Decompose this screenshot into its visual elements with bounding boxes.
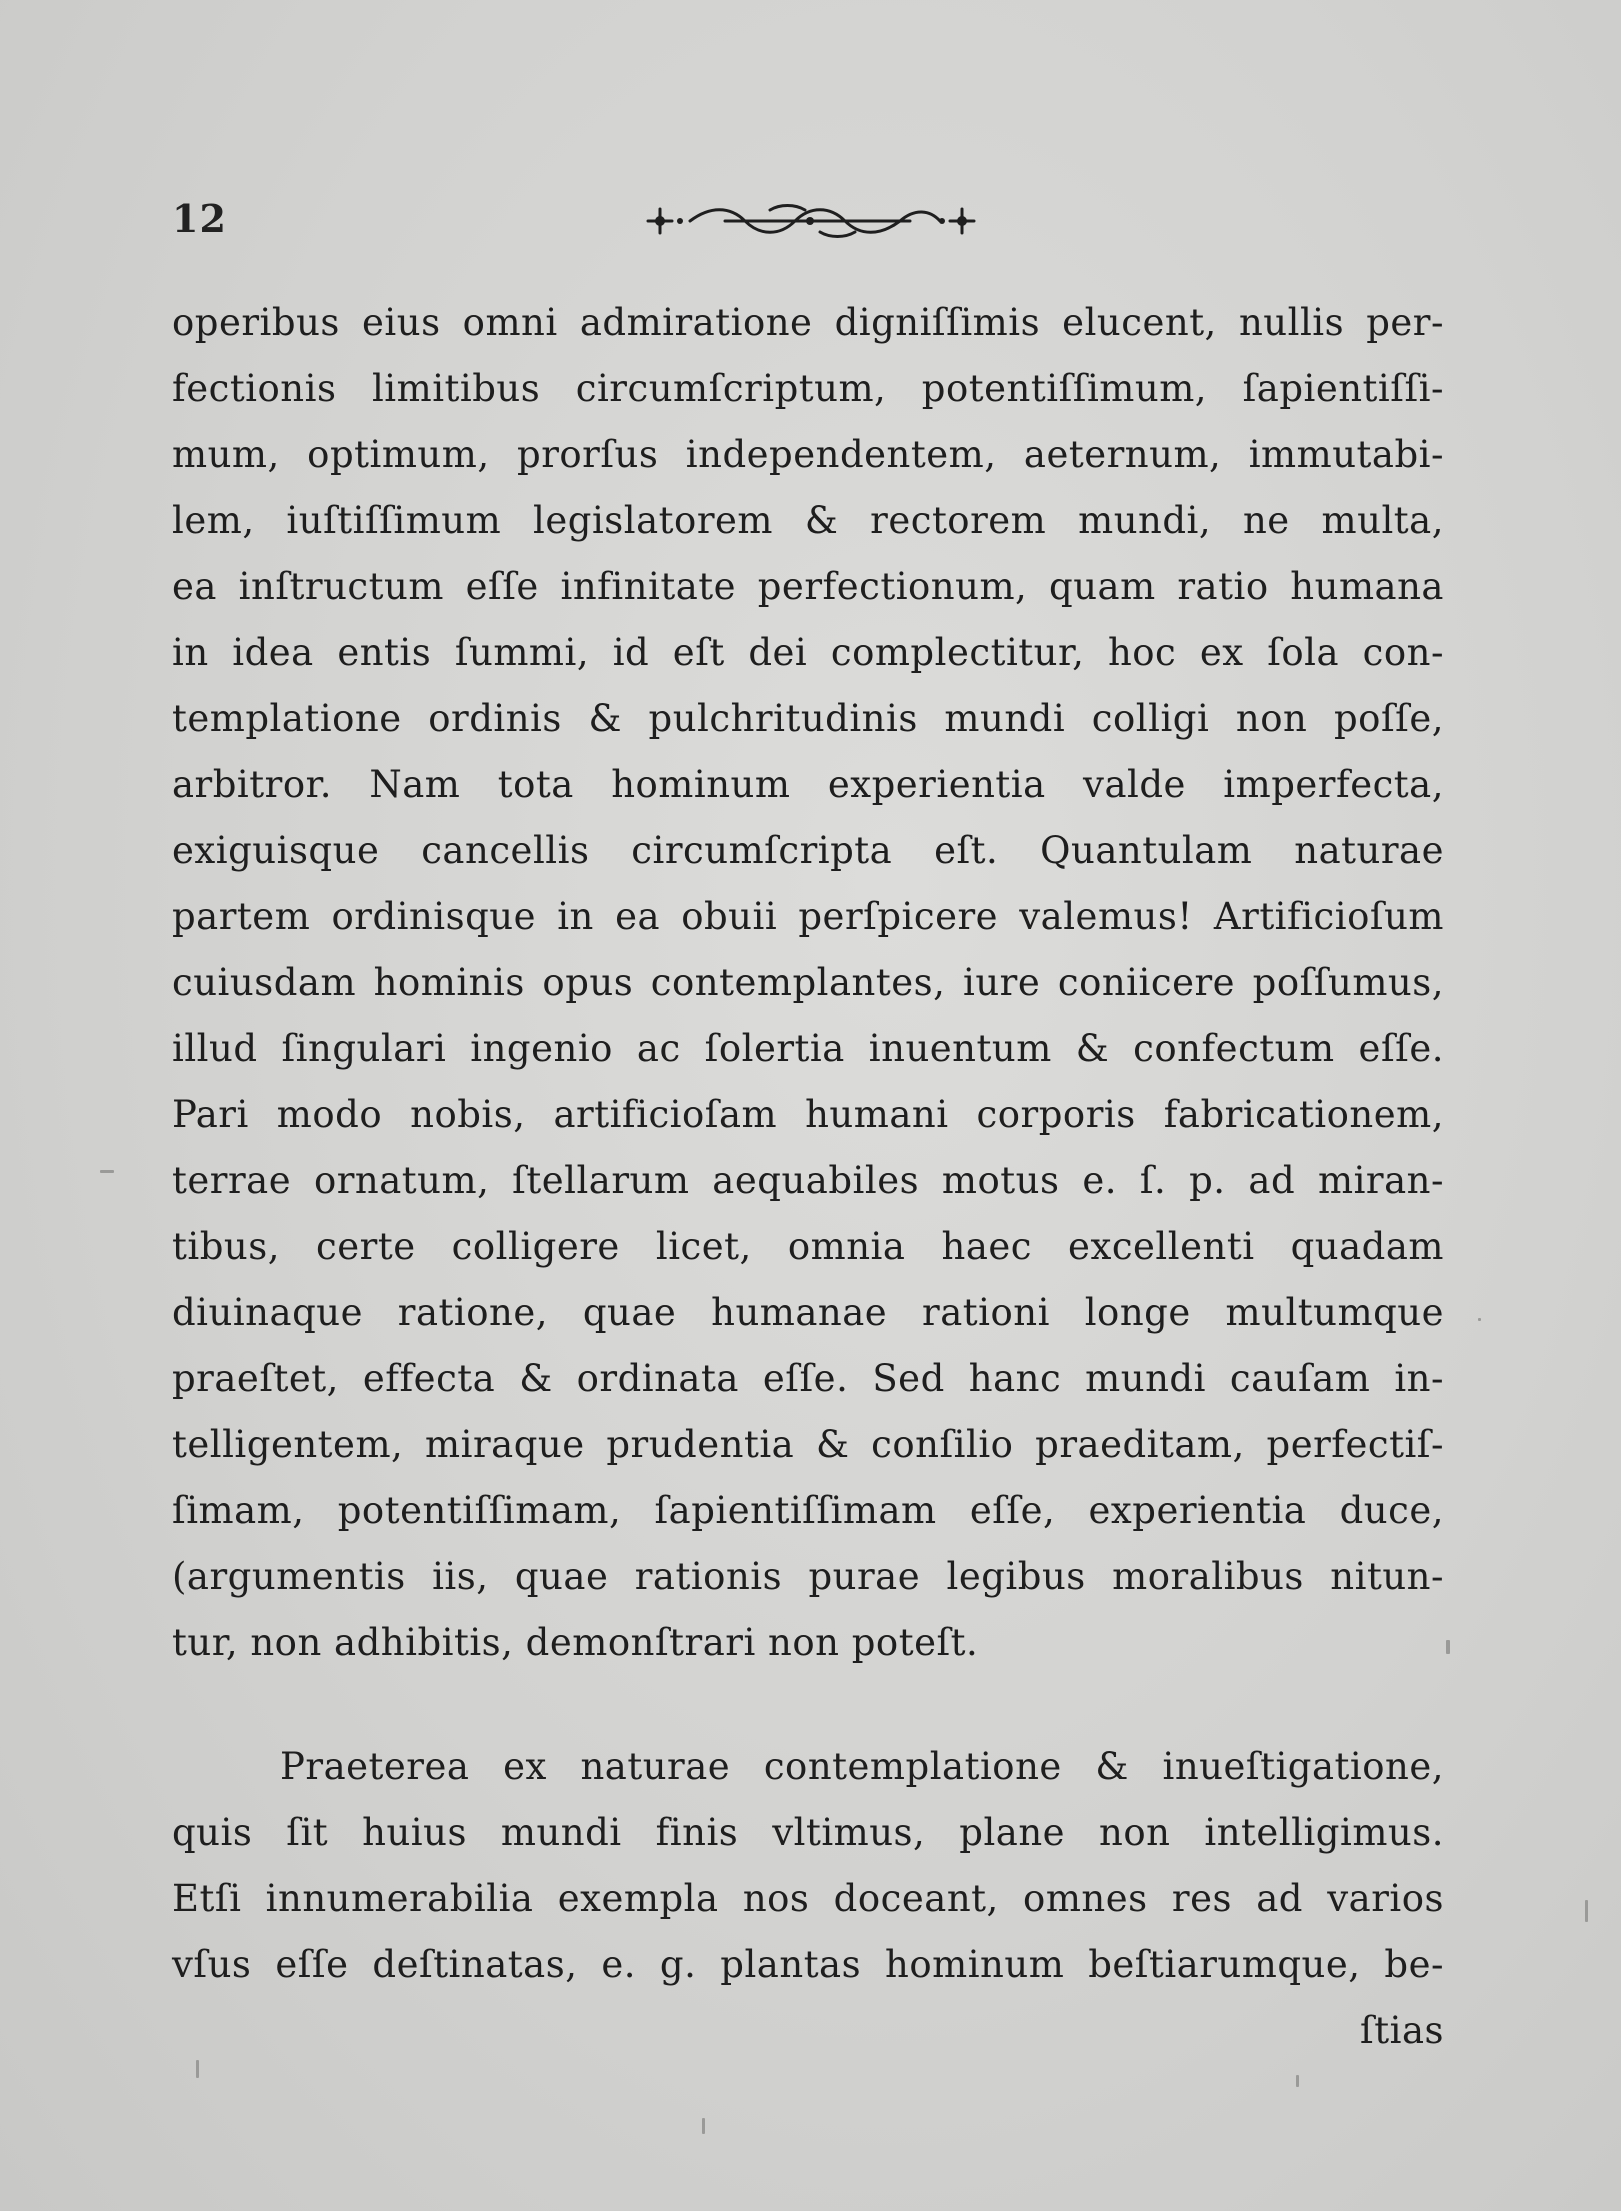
text-line: cuiusdam hominis opus contemplantes, iure coniicere poſſumus, (172, 961, 1444, 1004)
text-line: terrae ornatum, ſtellarum aequabiles motus e. ſ. p. ad miran- (172, 1159, 1444, 1202)
text-line: in idea entis ſummi, id eſt dei complectitur, hoc ex ſola con- (172, 631, 1444, 674)
text-line: tibus, certe colligere licet, omnia haec excellenti quadam (172, 1225, 1444, 1268)
catchword: ſtias (1360, 2009, 1444, 2052)
text-line: mum, optimum, prorſus independentem, aeternum, immutabi- (172, 433, 1444, 476)
paper-speck (1446, 1640, 1450, 1654)
text-line: Praeterea ex naturae contemplatione & inueſtigatione, (280, 1745, 1444, 1788)
text-block (172, 290, 1444, 2064)
header-ornament (630, 196, 990, 246)
paper-speck (196, 2060, 199, 2078)
text-line: diuinaque ratione, quae humanae rationi longe multumque (172, 1291, 1444, 1334)
text-line: fectionis limitibus circumſcriptum, potentiſſimum, ſapientiſſi- (172, 367, 1444, 410)
paper-speck (702, 2118, 705, 2134)
text-line: tur, non adhibitis, demonſtrari non poteſt. (172, 1621, 979, 1664)
text-line: quis ſit huius mundi finis vltimus, plane non intelligimus. (172, 1811, 1444, 1854)
text-line: ſimam, potentiſſimam, ſapientiſſimam eſſe, experientia duce, (172, 1489, 1444, 1532)
paper-speck (1585, 1900, 1588, 1922)
text-line: operibus eius omni admiratione digniſſimis elucent, nullis per- (172, 301, 1444, 344)
page-number: 12 (172, 196, 227, 241)
text-line: ea inſtructum eſſe infinitate perfectionum, quam ratio humana (172, 565, 1444, 608)
text-line: Pari modo nobis, artificioſam humani corporis fabricationem, (172, 1093, 1444, 1136)
paper-speck (100, 1170, 114, 1173)
text-line: (argumentis iis, quae rationis purae legibus moralibus nitun- (172, 1555, 1444, 1598)
text-line: vſus eſſe deſtinatas, e. g. plantas hominum beſtiarumque, be- (172, 1943, 1444, 1986)
text-line: partem ordinisque in ea obuii perſpicere valemus! Artificioſum (172, 895, 1444, 938)
paper-speck (1478, 1318, 1481, 1321)
text-line: templatione ordinis & pulchritudinis mundi colligi non poſſe, (172, 697, 1444, 740)
text-line: Etſi innumerabilia exempla nos doceant, omnes res ad varios (172, 1877, 1444, 1920)
text-line: telligentem, miraque prudentia & conſilio praeditam, perfectiſ- (172, 1423, 1444, 1466)
text-line: illud ſingulari ingenio ac ſolertia inuentum & confectum eſſe. (172, 1027, 1444, 1070)
paper-speck (1296, 2075, 1299, 2087)
paragraph-gap (172, 1676, 1444, 1734)
text-line: praeſtet, effecta & ordinata eſſe. Sed hanc mundi cauſam in- (172, 1357, 1444, 1400)
text-line: arbitror. Nam tota hominum experientia valde imperfecta, (172, 763, 1444, 806)
text-line: lem, iuſtiſſimum legislatorem & rectorem mundi, ne multa, (172, 499, 1444, 542)
text-line: exiguisque cancellis circumſcripta eſt. Quantulam naturae (172, 829, 1444, 872)
